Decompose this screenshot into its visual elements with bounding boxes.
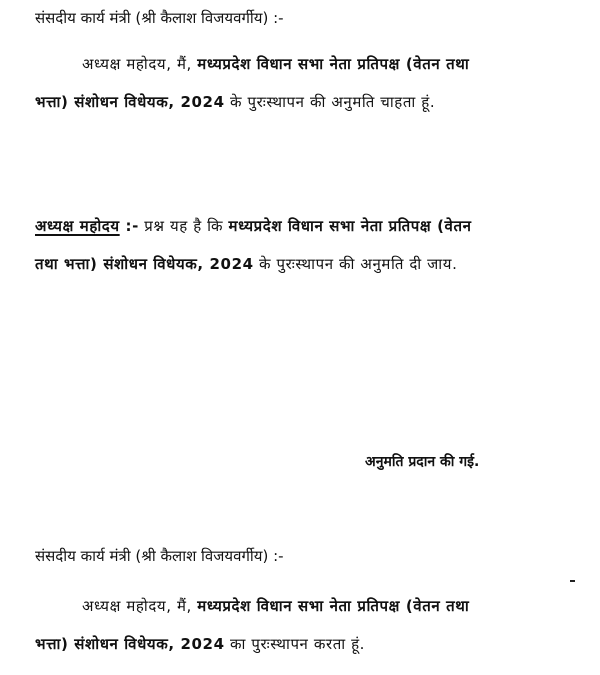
speaker-statement-line-1 <box>35 216 472 236</box>
speaker-statement-line-2 <box>35 254 457 274</box>
minister-heading-1: संसदीय कार्य मंत्री (श्री कैलाश विजयवर्गीय) :- <box>35 9 284 27</box>
bill-title: मध्यप्रदेश विधान सभा नेता प्रतिपक्ष (वेतन तथा <box>197 597 470 615</box>
statement-text: अध्यक्ष महोदय, मैं, <box>82 597 198 615</box>
bill-title-continued: भत्ता) संशोधन विधेयक, 2024 <box>35 635 225 653</box>
bill-title: मध्यप्रदेश विधान सभा नेता प्रतिपक्ष (वेतन तथा <box>197 55 470 73</box>
minister-statement-2-line-2 <box>35 634 365 654</box>
statement-text: का पुरःस्थापन करता हूं. <box>224 635 366 653</box>
question-text: के पुरःस्थापन की अनुमति दी जाय. <box>253 255 458 273</box>
stray-mark <box>570 580 575 582</box>
statement-text: अध्यक्ष महोदय, मैं, <box>82 55 198 73</box>
bill-title-continued: भत्ता) संशोधन विधेयक, 2024 <box>35 93 225 111</box>
speaker-label: अध्यक्ष महोदय <box>35 217 120 235</box>
speaker-label-suffix: :- <box>119 217 139 235</box>
minister-statement-2-line-1 <box>82 596 469 616</box>
permission-granted-text: अनुमति प्रदान की गई. <box>365 454 480 470</box>
question-text: प्रश्न यह है कि <box>138 217 229 235</box>
minister-statement-1-line-2 <box>35 92 435 112</box>
bill-title-continued: तथा भत्ता) संशोधन विधेयक, 2024 <box>35 255 254 273</box>
minister-heading-2: संसदीय कार्य मंत्री (श्री कैलाश विजयवर्गीय) :- <box>35 547 284 565</box>
statement-text: के पुरःस्थापन की अनुमति चाहता हूं. <box>224 93 436 111</box>
minister-statement-1-line-1 <box>82 54 469 74</box>
bill-title: मध्यप्रदेश विधान सभा नेता प्रतिपक्ष (वेतन <box>228 217 472 235</box>
